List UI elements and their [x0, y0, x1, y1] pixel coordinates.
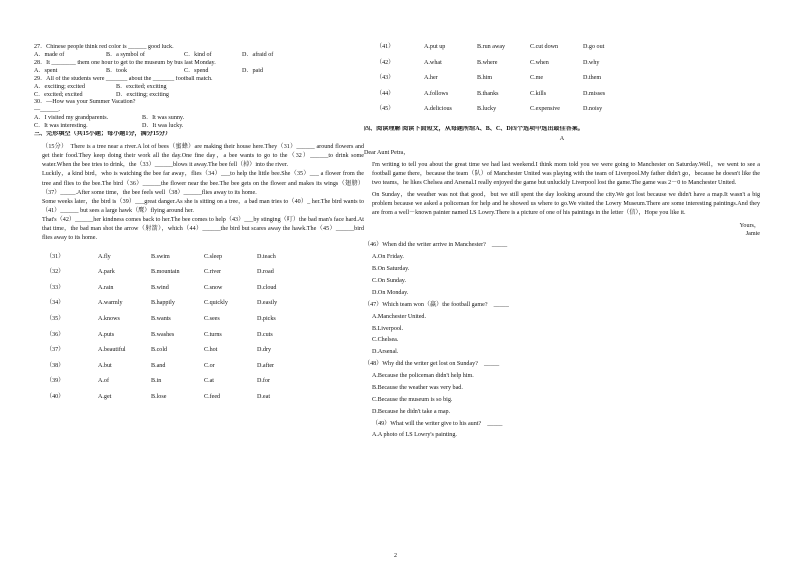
question-30: [34, 99, 364, 131]
option-a: A.On Friday.: [372, 254, 404, 261]
question-stem: 30．—How was your Summer Vacation?: [34, 99, 136, 106]
question-stem: 28．It ________ them one hour to get to the museum by bus last Monday.: [34, 59, 216, 66]
option-b: B.On Saturday.: [372, 266, 410, 273]
option-b: B.Liverpool.: [372, 325, 404, 332]
section-heading: 三、完形填空（共15小题；每小题1分，满分15分）: [34, 131, 172, 138]
option-d: D.On Monday.: [372, 289, 409, 296]
page-number: 2: [394, 553, 397, 559]
passage-paragraph: Luckily，a kind bird，who is watching the bee far away，flies（34）___to help the little bee.She（35）___ a flower from the tree and flies to the bee.The bird（36）______the flower near the bee.The bee gets on the flower and makes its wings（翅膀）（37）_____.After some time，the bee feels well（38）______flies away to its home.: [42, 171, 364, 196]
choice-row: （37） A.beautiful B.cold C.hot D.dry: [46, 347, 272, 354]
option-b: B．It was sunny.: [142, 115, 185, 122]
option-b: B.Because the weather was very bad.: [372, 384, 463, 391]
answer-blank: —______.: [34, 107, 60, 114]
options-row: [34, 92, 364, 100]
option-c: C.Chelsea.: [372, 337, 399, 344]
letter-paragraph: I'm writing to tell you about the great time we had last weekend.I think mom told you we were going to Manchester on Saturday.Well，we went to see a football game there，because the team（队）of Manchester United was playing with the team of Liverpool.My father didn't go，because he doesn't like the two teams，he likes Chelsea and Arsenal.I really enjoyed the game but unluckily Liverpool lost the game.The game was 2－0 to Manchester United.: [372, 161, 760, 187]
choice-row: （32） A.park B.mountain C.river D.road: [46, 269, 274, 276]
question-46: [364, 240, 760, 299]
option-a: A．I visited my grandparents.: [34, 115, 109, 122]
choice-row: （45） A.delicious B.lucky C.expensive D.noisy: [376, 106, 603, 113]
option-a: A．exciting; excited: [34, 83, 85, 90]
option-d: D．exciting; exciting: [116, 91, 169, 98]
letter-greeting: Dear Aunt Petra，: [364, 149, 410, 156]
letter-closing: Yours，: [739, 222, 760, 229]
question-27: [34, 44, 364, 60]
question-28: [34, 60, 364, 76]
choice-table: [364, 44, 760, 122]
option-a: A．made of: [34, 51, 65, 58]
question-29: [34, 76, 364, 100]
section-heading: 四、阅读理解 阅读下面短文，从每题所给A、B、C、D四个选项中选出最佳答案。: [364, 125, 584, 132]
choice-row: （43） A.her B.him C.me D.them: [376, 75, 602, 82]
options-row: [34, 123, 364, 131]
choice-row: （34） A.warmly B.happily C.quickly D.easily: [46, 300, 278, 307]
left-column: [34, 44, 364, 410]
option-a: A.Manchester United.: [372, 313, 426, 320]
choice-row: （41） A.put up B.run away C.cut down D.go out: [376, 44, 605, 50]
question-stem: （47）Which team won（赢）the football game? _____: [364, 301, 509, 308]
question-stem: （48）Why did the writer get lost on Sunday? _____: [364, 361, 500, 368]
option-c: C．It was interesting.: [34, 123, 88, 130]
choice-row: （40） A.get B.lose C.feed D.eat: [46, 393, 271, 400]
passage-paragraph: Some weeks later，the bird is（39）___great danger.As she is sitting on a tree，a bad man tries to（40）_ her.The bird wants to（41）______ but sees a large hawk（鹰）flying around her.: [42, 198, 364, 215]
question-stem: 29．All of the students were _______ about the _______ football match.: [34, 75, 213, 82]
question-49: [364, 419, 760, 443]
option-a: A.A photo of LS Lowry's painting.: [372, 432, 457, 439]
choice-row: （31） A.fly B.swim C.sleep D.teach: [46, 253, 276, 260]
option-d: D．afraid of: [242, 51, 274, 58]
option-a: A．spent: [34, 67, 58, 74]
choice-row: （44） A.follows B.thanks C.kills D.misses: [376, 90, 606, 97]
choice-row: （33） A.rain B.wind C.snow D.cloud: [46, 284, 277, 291]
question-48: [364, 359, 760, 418]
choice-table: [34, 254, 364, 410]
options-row: [34, 115, 364, 123]
letter-signature: Jamie: [745, 230, 760, 237]
letter-paragraph: On Sunday，the weather was not that good，but we still spent the day looking around the city.We got lost because we didn't have a map.It wasn't a big problem because we asked a policeman for help and he showed us where to go.We visited the Lowry Museum.There are some interesting paintings.And they are from a well－known painter named LS Lowry.There is a picture of one of his paintings in the letter（信），Hope you like it.: [372, 192, 760, 217]
cloze-passage: [34, 143, 364, 244]
choice-row: （39） A.of B.in C.at D.for: [46, 378, 271, 385]
option-a: A.Because the policeman didn't help him.: [372, 373, 474, 380]
passage-paragraph: That's（42）______her kindness comes back to her.The bee comes to help（43）___by stinging（叮）the bad man's face hard.At that time，the bad man shot the arrow（射箭），which（44）______the bird but scares away the hawk.The（45）______bird flies away to its home.: [42, 217, 364, 242]
option-c: C.On Sunday.: [372, 278, 406, 285]
options-row: [34, 68, 364, 76]
options-row: [34, 52, 364, 60]
question-stem: （46）When did the writer arrive in Manchester? _____: [364, 242, 508, 249]
option-b: B．took: [106, 67, 127, 74]
question-stem: 27．Chinese people think red color is ______ good luck.: [34, 44, 174, 50]
passage-paragraph: （15分） There is a tree near a river.A lot of bees（蜜蜂）are making their house here.They（31）______ around flowers and get their food.They keep doing their work all the day.One fine day，a bee wants to go to the（32）______to drink some water.When the bee tries to drink，the（33）______blows it away.The bee fell（掉）into the river.: [42, 144, 364, 169]
option-d: D.Because he didn't take a map.: [372, 408, 451, 415]
option-b: B．a symbol of: [106, 51, 145, 58]
choice-row: （38） A.but B.and C.or D.after: [46, 362, 275, 369]
option-c: C．spend: [184, 67, 209, 74]
right-column: [364, 44, 760, 442]
option-d: D．paid: [242, 67, 263, 74]
option-d: D．It was lucky.: [142, 123, 184, 130]
choice-row: （42） A.what B.where C.when D.why: [376, 59, 600, 66]
choice-row: （36） A.puts B.washes C.turns D.cuts: [46, 331, 273, 338]
option-b: B．excited; exciting: [116, 83, 167, 90]
options-row: [34, 84, 364, 92]
option-c: C．excited; excited: [34, 91, 83, 98]
option-d: D.Arsenal.: [372, 349, 399, 356]
choice-row: （35） A.knows B.wants C.sees D.picks: [46, 315, 276, 322]
question-stem: （49）What will the writer give to his aunt? _____: [372, 420, 503, 427]
option-c: C．kind of: [184, 51, 212, 58]
question-47: [364, 300, 760, 359]
option-c: C.Because the museum is so big.: [372, 396, 453, 403]
passage-letter-label: A: [559, 135, 565, 142]
